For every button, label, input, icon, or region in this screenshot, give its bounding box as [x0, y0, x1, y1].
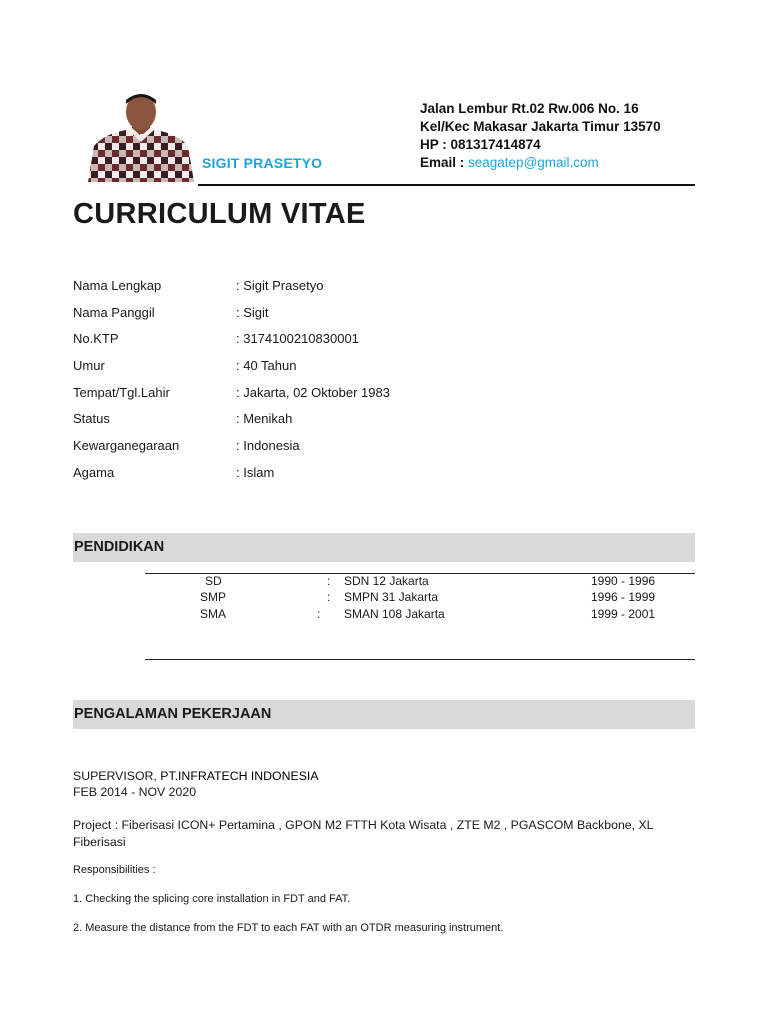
info-label: Umur: [73, 358, 105, 374]
candidate-name: SIGIT PRASETYO: [202, 155, 323, 171]
email-label: Email :: [420, 155, 469, 170]
edu-years: 1996 - 1999: [591, 590, 656, 604]
email-link[interactable]: seagatep@gmail.com: [468, 155, 599, 170]
info-label: Agama: [73, 464, 115, 480]
info-value: : Islam: [236, 464, 275, 480]
responsibility-item: 2. Measure the distance from the FDT to each FAT with an OTDR measuring instrument.: [73, 922, 504, 934]
edu-level: SMP: [200, 590, 227, 604]
education-heading: PENDIDIKAN: [74, 539, 165, 555]
info-value: : 3174100210830001: [236, 331, 359, 347]
edu-school: SDN 12 Jakarta: [344, 574, 429, 588]
job-title-line: [73, 769, 319, 783]
edu-school: SMAN 108 Jakarta: [344, 607, 445, 621]
email-row: [420, 154, 661, 172]
info-value: : Menikah: [236, 411, 293, 427]
edu-level: SMA: [200, 607, 227, 621]
project-line-2: Fiberisasi: [73, 835, 126, 849]
contact-block: [420, 100, 661, 172]
edu-level: SD: [205, 574, 222, 588]
info-value: : Sigit: [236, 304, 269, 320]
education-table-bottom-rule: [145, 659, 695, 660]
edu-separator: :: [317, 607, 321, 621]
responsibility-item: 1. Checking the splicing core installation in FDT and FAT.: [73, 893, 351, 905]
edu-school: SMPN 31 Jakarta: [344, 590, 439, 604]
responsibilities-label: Responsibilities :: [73, 864, 156, 876]
info-label: Nama Panggil: [73, 304, 155, 320]
info-label: Kewarganegaraan: [73, 438, 180, 454]
job-company: PT.INFRATECH INDONESIA: [160, 769, 319, 783]
document-title: CURRICULUM VITAE: [73, 198, 366, 230]
address-line-1: Jalan Lembur Rt.02 Rw.006 No. 16: [420, 101, 639, 116]
edu-years: 1999 - 2001: [591, 607, 656, 621]
info-value: : 40 Tahun: [236, 358, 297, 374]
job-role: SUPERVISOR,: [73, 769, 161, 783]
info-label: Tempat/Tgl.Lahir: [73, 384, 170, 400]
job-period: FEB 2014 - NOV 2020: [73, 785, 197, 799]
info-value: : Sigit Prasetyo: [236, 278, 324, 293]
person-photo-icon: [84, 94, 198, 182]
edu-years: 1990 - 1996: [591, 574, 656, 588]
edu-separator: :: [327, 590, 331, 604]
header-divider: [198, 184, 695, 186]
experience-section-header: [73, 700, 695, 729]
info-label: Nama Lengkap: [73, 278, 162, 293]
profile-photo: [84, 94, 198, 182]
experience-heading: PENGALAMAN PEKERJAAN: [74, 706, 272, 722]
info-value: : Jakarta, 02 Oktober 1983: [236, 384, 390, 400]
info-value: : Indonesia: [236, 438, 300, 454]
edu-separator: :: [327, 574, 331, 588]
phone-number: HP : 081317414874: [420, 137, 541, 152]
address-line-2: Kel/Kec Makasar Jakarta Timur 13570: [420, 119, 661, 134]
project-line-1: Project : Fiberisasi ICON+ Pertamina , GPON M2 FTTH Kota Wisata , ZTE M2 , PGASCOM Backbone, XL: [73, 818, 654, 832]
info-label: No.KTP: [73, 331, 119, 347]
info-label: Status: [73, 411, 110, 427]
education-section-header: [73, 533, 695, 562]
